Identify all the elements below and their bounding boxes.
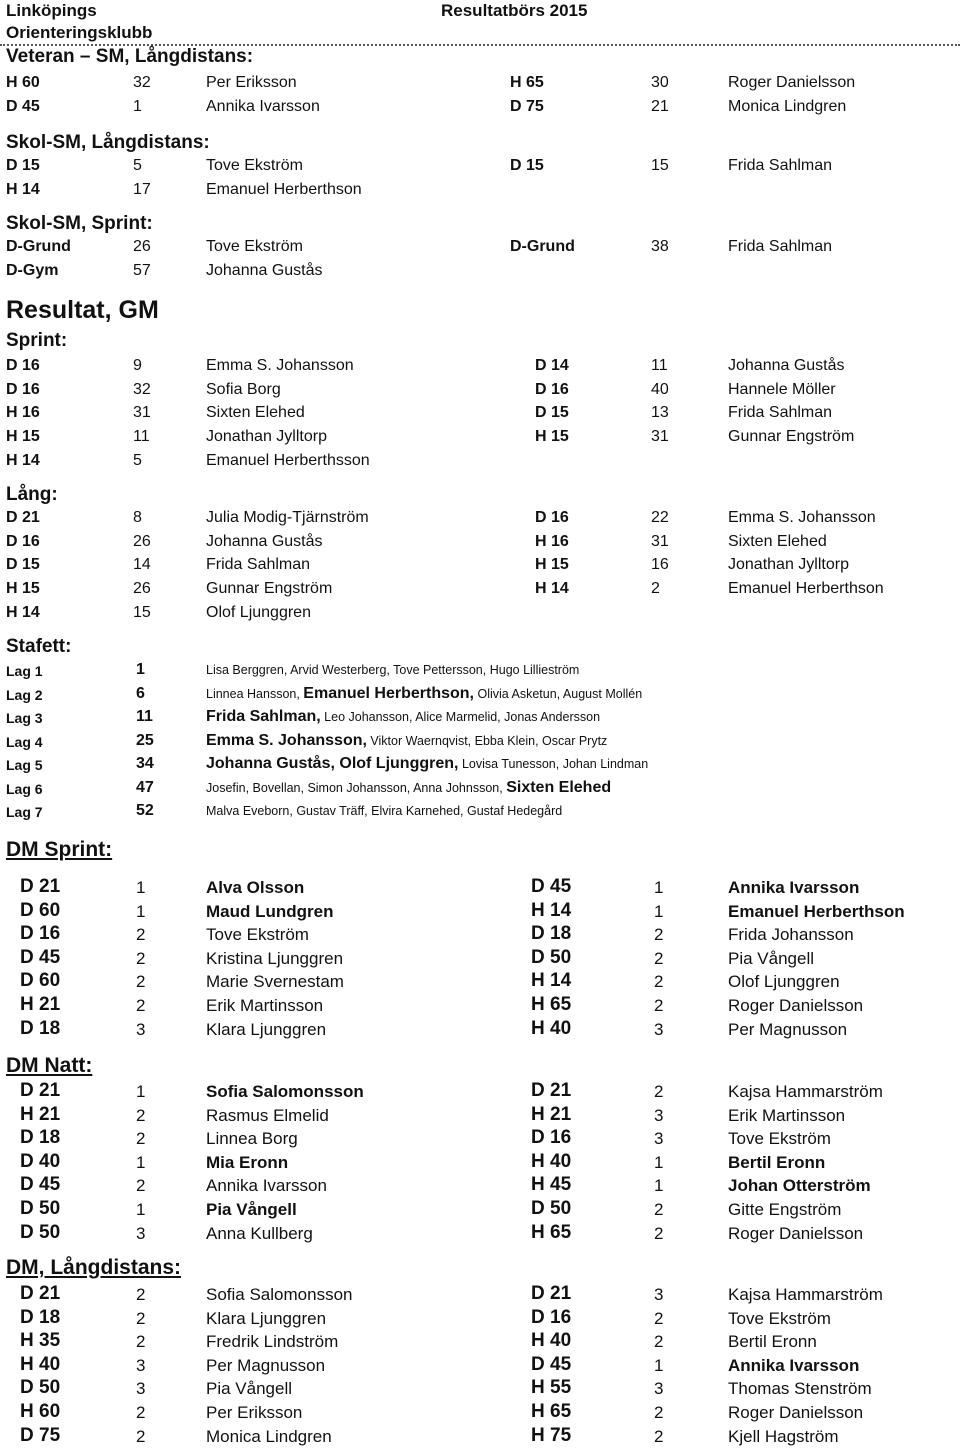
- class-label: D 50: [20, 1198, 61, 1219]
- class-label: H 55: [531, 1377, 572, 1399]
- runner-name: Hannele Möller: [728, 380, 836, 398]
- placing: 2: [136, 1426, 146, 1446]
- runner-name: Frida Sahlman: [728, 238, 833, 255]
- runner-name: Marie Svernestam: [206, 972, 344, 992]
- placing: 3: [654, 1379, 664, 1399]
- placing: 14: [133, 556, 151, 574]
- runner-name: Johanna Gustås: [728, 357, 845, 374]
- runner-name: Thomas Stenström: [728, 1379, 872, 1399]
- runner-name: Tove Ekström: [728, 1308, 831, 1328]
- class-label: D 16: [531, 1127, 572, 1149]
- placing: 1: [133, 98, 142, 115]
- team-placing: 25: [136, 731, 154, 749]
- placing: 2: [654, 996, 664, 1015]
- class-label: H 40: [531, 1017, 572, 1039]
- placing: 2: [654, 925, 664, 945]
- team-placing: 47: [136, 778, 154, 796]
- class-label: D 21: [20, 1080, 61, 1101]
- runner-name: Jonathan Jylltorp: [728, 556, 849, 574]
- runner-name: Emma S. Johansson: [206, 357, 354, 374]
- placing: 3: [136, 1019, 146, 1039]
- section-title-gm-sprint: Sprint:: [6, 330, 68, 351]
- class-label: D 16: [531, 1306, 572, 1328]
- runner-name: Maud Lundgren: [206, 901, 334, 921]
- class-label: D 50: [531, 946, 572, 968]
- team-member-text: Johanna Gustås, Olof Ljunggren,: [206, 755, 459, 772]
- placing: 1: [136, 878, 146, 897]
- runner-name: Sofia Salomonsson: [206, 1285, 353, 1304]
- runner-name: Tove Ekström: [206, 925, 309, 945]
- runner-name: Emanuel Herberthson: [206, 181, 362, 198]
- runner-name: Tove Ekström: [206, 157, 303, 174]
- placing: 11: [133, 428, 150, 446]
- class-label: D 16: [6, 380, 40, 398]
- team-members: [206, 661, 579, 679]
- placing: 26: [133, 238, 151, 255]
- class-label: H 15: [6, 580, 40, 598]
- runner-name: Alva Olsson: [206, 878, 305, 897]
- placing: 5: [133, 157, 142, 174]
- placing: 1: [136, 1082, 146, 1101]
- placing: 5: [133, 451, 142, 469]
- runner-name: Roger Danielsson: [728, 996, 864, 1015]
- runner-name: Gunnar Engström: [728, 428, 855, 446]
- placing: 32: [133, 380, 151, 398]
- section-title-gm-lang: Lång:: [6, 484, 58, 505]
- team-members: [206, 685, 642, 703]
- class-label: H 45: [531, 1174, 572, 1196]
- placing: 31: [651, 428, 669, 446]
- runner-name: Per Eriksson: [206, 1403, 303, 1422]
- runner-name: Monica Lindgren: [728, 98, 847, 115]
- runner-name: Annika Ivarsson: [728, 878, 860, 897]
- team-member-text: Leo Johansson, Alice Marmelid, Jonas Andersson: [320, 710, 601, 724]
- class-label: D 60: [20, 970, 61, 992]
- runner-name: Johanna Gustås: [206, 532, 323, 550]
- runner-name: Tove Ekström: [728, 1129, 831, 1149]
- runner-name: Emanuel Herberthson: [728, 580, 884, 598]
- runner-name: Roger Danielsson: [728, 1403, 864, 1422]
- class-label: D 45: [20, 1174, 61, 1196]
- runner-name: Olof Ljunggren: [206, 603, 311, 621]
- class-label: H 14: [6, 451, 40, 469]
- class-label: D 15: [510, 157, 544, 174]
- team-placing: 6: [136, 684, 145, 702]
- runner-name: Erik Martinsson: [728, 1105, 846, 1125]
- team-member-text: Malva Eveborn, Gustav Träff, Elvira Karnehed, Gustaf Hedegård: [206, 804, 563, 818]
- team-member-text: Josefin, Bovellan, Simon Johansson, Anna Johnsson,: [206, 780, 507, 795]
- class-label: D-Grund: [510, 238, 575, 255]
- club-name-line2: Orienteringsklubb: [6, 23, 153, 42]
- runner-name: Annika Ivarsson: [206, 98, 320, 115]
- runner-name: Pia Vångell: [206, 1200, 297, 1219]
- class-label: D 50: [20, 1221, 61, 1243]
- placing: 3: [654, 1285, 664, 1304]
- class-label: D 45: [20, 946, 61, 968]
- placing: 1: [136, 901, 146, 921]
- runner-name: Emma S. Johansson: [728, 509, 876, 526]
- section-title-skol-sprint: Skol-SM, Sprint:: [6, 213, 153, 234]
- runner-name: Erik Martinsson: [206, 996, 324, 1015]
- placing: 32: [133, 74, 151, 91]
- class-label: D 15: [535, 404, 569, 422]
- section-title-dm-lang: DM, Långdistans:: [6, 1256, 182, 1279]
- club-name-line1: Linköpings: [6, 1, 97, 20]
- team-label: Lag 7: [6, 804, 43, 820]
- runner-name: Pia Vångell: [728, 948, 815, 968]
- class-label: D 40: [20, 1150, 61, 1172]
- runner-name: Fredrik Lindström: [206, 1332, 339, 1352]
- runner-name: Klara Ljunggren: [206, 1019, 327, 1039]
- placing: 2: [136, 1176, 146, 1196]
- placing: 2: [654, 1426, 664, 1446]
- placing: 2: [136, 1332, 146, 1352]
- section-title-skol-lang: Skol-SM, Långdistans:: [6, 132, 210, 153]
- team-label: Lag 3: [6, 710, 43, 726]
- class-label: H 21: [20, 994, 61, 1015]
- class-label: D 21: [20, 876, 61, 897]
- placing: 2: [654, 1308, 664, 1328]
- placing: 2: [654, 972, 664, 992]
- class-label: H 40: [531, 1150, 572, 1172]
- team-placing: 1: [136, 661, 145, 678]
- class-label: D 15: [6, 157, 40, 174]
- team-label: Lag 5: [6, 757, 43, 773]
- placing: 1: [654, 878, 664, 897]
- runner-name: Rasmus Elmelid: [206, 1105, 329, 1125]
- team-placing: 34: [136, 755, 154, 772]
- team-member-text: Linnea Hansson,: [206, 686, 304, 701]
- runner-name: Johan Otterström: [728, 1176, 871, 1196]
- class-label: D 75: [510, 98, 544, 115]
- runner-name: Kajsa Hammarström: [728, 1082, 883, 1101]
- placing: 9: [133, 357, 142, 374]
- section-title-dm-sprint: DM Sprint:: [6, 838, 113, 861]
- team-label: Lag 6: [6, 780, 43, 797]
- runner-name: Emanuel Herberthsson: [206, 451, 370, 469]
- class-label: D-Gym: [6, 262, 59, 279]
- class-label: D 50: [20, 1377, 61, 1399]
- class-label: D 21: [531, 1080, 572, 1101]
- class-label: D 60: [20, 899, 61, 921]
- class-label: H 15: [535, 428, 569, 446]
- class-label: H 14: [531, 899, 572, 921]
- class-label: D 18: [531, 923, 572, 945]
- class-label: D 45: [6, 98, 40, 115]
- class-label: H 65: [510, 74, 544, 91]
- placing: 38: [651, 238, 669, 255]
- runner-name: Roger Danielsson: [728, 1223, 864, 1243]
- class-label: D 21: [6, 509, 40, 526]
- class-label: H 15: [535, 556, 569, 574]
- placing: 26: [133, 580, 151, 598]
- placing: 3: [136, 1355, 146, 1375]
- runner-name: Jonathan Jylltorp: [206, 428, 327, 446]
- runner-name: Per Magnusson: [728, 1019, 848, 1039]
- runner-name: Sofia Borg: [206, 380, 281, 398]
- team-member-text: Frida Sahlman,: [206, 708, 321, 725]
- placing: 2: [651, 580, 660, 598]
- section-title-stafett: Stafett:: [6, 636, 72, 657]
- team-members: [206, 755, 648, 773]
- class-label: H 65: [531, 994, 572, 1015]
- class-label: D 45: [531, 1353, 572, 1375]
- placing: 26: [133, 532, 151, 550]
- runner-name: Per Eriksson: [206, 74, 297, 91]
- class-label: H 16: [535, 532, 569, 550]
- placing: 2: [654, 1200, 664, 1219]
- runner-name: Linnea Borg: [206, 1129, 298, 1149]
- class-label: D 18: [20, 1017, 61, 1039]
- team-placing: 11: [136, 708, 153, 725]
- placing: 1: [654, 901, 664, 921]
- class-label: H 21: [20, 1103, 61, 1125]
- runner-name: Frida Sahlman: [206, 556, 311, 574]
- runner-name: Pia Vångell: [206, 1379, 293, 1399]
- runner-name: Bertil Eronn: [728, 1332, 817, 1352]
- team-member-text: Olivia Asketun, August Mollén: [474, 686, 643, 701]
- runner-name: Mia Eronn: [206, 1152, 289, 1172]
- class-label: H 75: [531, 1424, 572, 1446]
- placing: 2: [136, 1308, 146, 1328]
- team-member-text: Lisa Berggren, Arvid Westerberg, Tove Pettersson, Hugo Lillieström: [206, 663, 580, 677]
- class-label: D 75: [20, 1424, 61, 1446]
- class-label: D 21: [531, 1283, 572, 1304]
- team-label: Lag 4: [6, 733, 43, 750]
- class-label: D 18: [20, 1127, 61, 1149]
- placing: 3: [654, 1019, 664, 1039]
- class-label: D 50: [531, 1198, 572, 1219]
- class-label: H 21: [531, 1103, 572, 1125]
- team-members: [206, 732, 607, 750]
- class-label: D 16: [6, 357, 40, 374]
- class-label: H 40: [20, 1353, 61, 1375]
- placing: 17: [133, 181, 151, 198]
- placing: 3: [654, 1105, 664, 1125]
- placing: 8: [133, 509, 142, 526]
- runner-name: Kjell Hagström: [728, 1426, 839, 1446]
- class-label: D 16: [20, 923, 61, 945]
- runner-name: Annika Ivarsson: [206, 1176, 327, 1196]
- class-label: D-Grund: [6, 238, 71, 255]
- team-label: Lag 2: [6, 686, 43, 703]
- placing: 13: [651, 404, 669, 422]
- runner-name: Annika Ivarsson: [728, 1355, 860, 1375]
- runner-name: Frida Sahlman: [728, 404, 833, 422]
- team-member-text: Lovisa Tunesson, Johan Lindman: [458, 757, 649, 771]
- team-label: Lag 1: [6, 663, 43, 679]
- section-title-veteran: Veteran – SM, Långdistans:: [6, 46, 254, 67]
- placing: 1: [654, 1152, 664, 1172]
- class-label: H 40: [531, 1330, 572, 1352]
- placing: 15: [133, 603, 151, 621]
- class-label: H 60: [6, 74, 40, 91]
- team-members: [206, 802, 562, 820]
- class-label: D 15: [6, 556, 40, 574]
- team-member-text: Emanuel Herberthson,: [303, 684, 474, 702]
- team-member-text: Emma S. Johansson,: [206, 731, 367, 749]
- runner-name: Kajsa Hammarström: [728, 1285, 883, 1304]
- runner-name: Gunnar Engström: [206, 580, 333, 598]
- team-placing: 52: [136, 802, 154, 819]
- placing: 2: [136, 1403, 146, 1422]
- placing: 2: [136, 1129, 146, 1149]
- placing: 2: [136, 925, 146, 945]
- runner-name: Sixten Elehed: [728, 532, 827, 550]
- class-label: H 14: [6, 603, 40, 621]
- runner-name: Kristina Ljunggren: [206, 948, 344, 968]
- placing: 3: [136, 1223, 146, 1243]
- placing: 2: [136, 1285, 146, 1304]
- class-label: H 14: [6, 181, 40, 198]
- class-label: D 16: [535, 509, 569, 526]
- team-members: [206, 708, 600, 726]
- class-label: H 60: [20, 1401, 61, 1422]
- team-member-text: Viktor Waernqvist, Ebba Klein, Oscar Prytz: [366, 733, 608, 748]
- runner-name: Olof Ljunggren: [728, 972, 840, 992]
- placing: 30: [651, 74, 669, 91]
- section-title-gm: Resultat, GM: [6, 296, 159, 324]
- placing: 1: [654, 1355, 664, 1375]
- placing: 11: [651, 357, 668, 374]
- runner-name: Emanuel Herberthson: [728, 901, 905, 921]
- placing: 31: [133, 404, 151, 422]
- placing: 2: [136, 1105, 146, 1125]
- class-label: D 16: [6, 532, 40, 550]
- runner-name: Sixten Elehed: [206, 404, 305, 422]
- runner-name: Sofia Salomonsson: [206, 1082, 364, 1101]
- runner-name: Per Magnusson: [206, 1355, 326, 1375]
- placing: 1: [654, 1176, 664, 1196]
- placing: 2: [654, 1332, 664, 1352]
- runner-name: Klara Ljunggren: [206, 1308, 327, 1328]
- placing: 57: [133, 262, 151, 279]
- runner-name: Julia Modig-Tjärnström: [206, 509, 369, 526]
- runner-name: Frida Johansson: [728, 925, 854, 945]
- class-label: D 18: [20, 1306, 61, 1328]
- class-label: H 65: [531, 1221, 572, 1243]
- runner-name: Frida Sahlman: [728, 157, 833, 174]
- placing: 2: [654, 1082, 664, 1101]
- placing: 31: [651, 532, 669, 550]
- placing: 40: [651, 380, 669, 398]
- class-label: D 21: [20, 1283, 61, 1304]
- runner-name: Gitte Engström: [728, 1200, 842, 1219]
- placing: 22: [651, 509, 669, 526]
- class-label: H 14: [531, 970, 572, 992]
- class-label: H 35: [20, 1330, 61, 1352]
- placing: 2: [136, 948, 146, 968]
- placing: 1: [136, 1200, 146, 1219]
- class-label: H 15: [6, 428, 40, 446]
- section-title-dm-natt: DM Natt:: [6, 1054, 93, 1077]
- runner-name: Bertil Eronn: [728, 1152, 826, 1172]
- placing: 3: [654, 1129, 664, 1149]
- placing: 2: [136, 996, 146, 1015]
- team-member-text: Sixten Elehed: [506, 778, 612, 796]
- placing: 16: [651, 556, 669, 574]
- class-label: D 45: [531, 876, 572, 897]
- placing: 2: [654, 1223, 664, 1243]
- placing: 1: [136, 1152, 146, 1172]
- placing: 2: [654, 948, 664, 968]
- class-label: H 16: [6, 404, 40, 422]
- class-label: H 14: [535, 580, 569, 598]
- placing: 3: [136, 1379, 146, 1399]
- placing: 2: [654, 1403, 664, 1422]
- page-title: Resultatbörs 2015: [441, 1, 588, 20]
- runner-name: Anna Kullberg: [206, 1223, 313, 1243]
- class-label: D 16: [535, 380, 569, 398]
- placing: 21: [651, 98, 669, 115]
- runner-name: Tove Ekström: [206, 238, 303, 255]
- runner-name: Johanna Gustås: [206, 262, 323, 279]
- class-label: D 14: [535, 357, 569, 374]
- placing: 2: [136, 972, 146, 992]
- team-members: [206, 779, 611, 797]
- runner-name: Monica Lindgren: [206, 1426, 332, 1446]
- runner-name: Roger Danielsson: [728, 74, 856, 91]
- placing: 15: [651, 157, 669, 174]
- class-label: H 65: [531, 1401, 572, 1422]
